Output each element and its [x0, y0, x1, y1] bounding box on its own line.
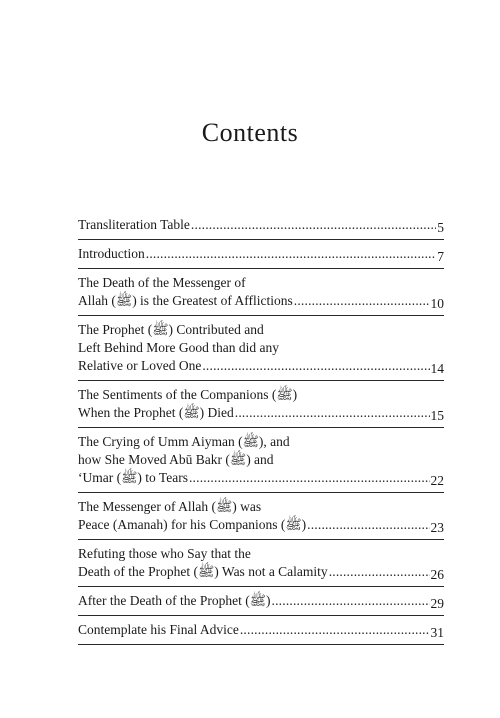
dot-leader	[272, 592, 430, 610]
toc-page-number: 15	[430, 408, 444, 423]
toc-entry	[78, 274, 444, 316]
toc-page-number: 10	[430, 296, 444, 311]
toc-entry-line: Left Behind More Good than did any	[78, 340, 279, 355]
toc-entry	[78, 321, 444, 381]
toc-entry-title: Peace (Amanah) for his Companions (ﷺ)	[78, 517, 307, 532]
toc-entry-final-line	[78, 216, 444, 234]
toc-entry-line: The Prophet (ﷺ) Contributed and	[78, 322, 264, 337]
toc-entry-final-line	[78, 292, 444, 310]
toc-entry-final-line	[78, 592, 444, 610]
toc-entry-title: Relative or Loved One	[78, 358, 202, 373]
toc-entry	[78, 245, 444, 269]
toc-page-number: 31	[430, 625, 444, 640]
toc-entry-title: Introduction	[78, 246, 145, 261]
toc-entry-final-line	[78, 469, 444, 487]
dot-leader	[329, 563, 430, 581]
toc-page-number: 29	[430, 596, 444, 611]
toc-entry	[78, 216, 444, 240]
toc-entry	[78, 592, 444, 616]
toc-entry-line: The Messenger of Allah (ﷺ) was	[78, 499, 262, 514]
toc-page-number: 23	[430, 520, 444, 535]
dot-leader	[191, 216, 436, 234]
toc-entry-final-line	[78, 404, 444, 422]
dot-leader	[235, 404, 430, 422]
toc-entry-title: Transliteration Table	[78, 217, 190, 232]
toc-page-number: 14	[430, 361, 444, 376]
toc-entry-line: how She Moved Abū Bakr (ﷺ) and	[78, 452, 274, 467]
toc-entry	[78, 386, 444, 428]
toc-entry	[78, 621, 444, 645]
toc-entry-final-line	[78, 357, 444, 375]
dot-leader	[202, 357, 429, 375]
toc-page-number: 22	[430, 473, 444, 488]
dot-leader	[189, 469, 430, 487]
toc-entry	[78, 545, 444, 587]
toc-page-number: 7	[437, 249, 444, 264]
toc-entry-final-line	[78, 563, 444, 581]
toc-entry-title: Death of the Prophet (ﷺ) Was not a Calamity	[78, 564, 328, 579]
toc-entry	[78, 498, 444, 540]
page-title: Contents	[201, 118, 299, 147]
toc-entry-line: Refuting those who Say that the	[78, 546, 251, 561]
toc-entry-final-line	[78, 516, 444, 534]
dot-leader	[294, 292, 430, 310]
dot-leader	[240, 621, 430, 639]
toc-entry-title: ‘Umar (ﷺ) to Tears	[78, 470, 188, 485]
dot-leader	[146, 245, 437, 263]
toc-entry-line: The Sentiments of the Companions (ﷺ)	[78, 387, 298, 402]
toc-entry-final-line	[78, 245, 444, 263]
toc-entry-title: Contemplate his Final Advice	[78, 622, 239, 637]
toc-entry-line: The Crying of Umm Aiyman (ﷺ), and	[78, 434, 290, 449]
toc-entry-title: When the Prophet (ﷺ) Died	[78, 405, 234, 420]
toc-entry-title: After the Death of the Prophet (ﷺ)	[78, 593, 271, 608]
dot-leader	[307, 516, 429, 534]
toc-entry	[78, 433, 444, 493]
toc-page-number: 26	[430, 567, 444, 582]
toc-entry-line: The Death of the Messenger of	[78, 275, 246, 290]
table-of-contents	[78, 216, 444, 650]
toc-page-number: 5	[437, 220, 444, 235]
toc-entry-final-line	[78, 621, 444, 639]
toc-entry-title: Allah (ﷺ) is the Greatest of Afflictions	[78, 293, 293, 308]
